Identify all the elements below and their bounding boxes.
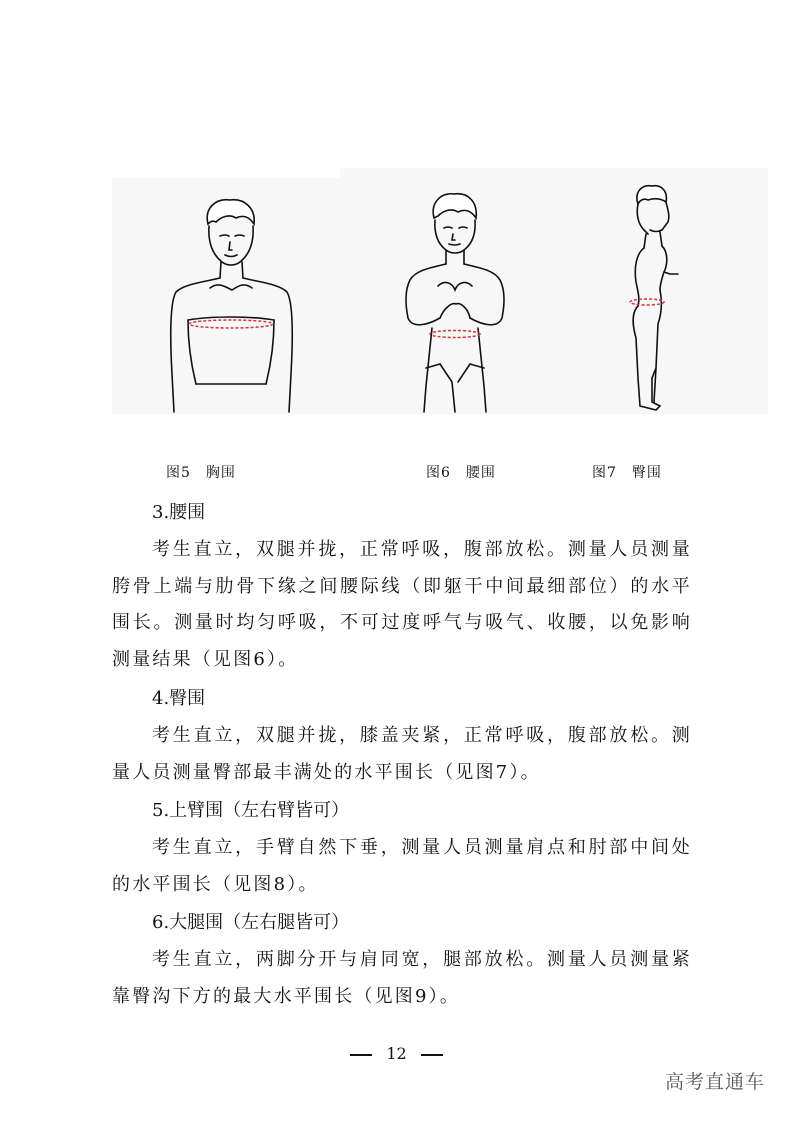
page-number-value: 12 bbox=[386, 1044, 407, 1063]
page-number-dash-right bbox=[421, 1054, 443, 1056]
figure-5-caption: 图5 胸围 bbox=[166, 465, 236, 481]
section-heading-thigh: 6.大腿围（左右腿皆可） bbox=[152, 912, 350, 933]
figure-7-caption: 图7 臀围 bbox=[592, 465, 662, 481]
page-number-dash-left bbox=[350, 1054, 372, 1056]
waist-measurement-figure bbox=[340, 168, 568, 414]
section-heading-upper-arm: 5.上臂围（左右臂皆可） bbox=[152, 800, 350, 821]
section-text-waist: 考生直立，双腿并拢，正常呼吸，腹部放松。测量人员测量胯骨上端与肋骨下缘之间腰际线（即躯干中间最细部位）的水平围长。测量时均匀呼吸，不可过度呼气与吸气、收腰，以免影响测量结果（见图6）。 bbox=[112, 539, 692, 670]
section-text-upper-arm: 考生直立，手臂自然下垂，测量人员测量肩点和肘部中间处的水平围长（见图8）。 bbox=[112, 837, 692, 895]
chest-measurement-figure bbox=[112, 178, 340, 414]
section-text-thigh: 考生直立，两脚分开与肩同宽，腿部放松。测量人员测量紧靠臀沟下方的最大水平围长（见图9）。 bbox=[112, 949, 692, 1007]
section-heading-hip: 4.臀围 bbox=[152, 688, 206, 709]
hip-measurement-figure bbox=[568, 168, 768, 414]
figure-6-caption: 图6 腰围 bbox=[426, 465, 496, 481]
page-number bbox=[0, 1044, 793, 1063]
section-heading-waist: 3.腰围 bbox=[152, 502, 206, 523]
section-text-hip: 考生直立，双腿并拢，膝盖夹紧，正常呼吸，腹部放松。测量人员测量臀部最丰满处的水平围长（见图7）。 bbox=[112, 725, 692, 783]
watermark: 高考直通车 bbox=[664, 1071, 765, 1093]
